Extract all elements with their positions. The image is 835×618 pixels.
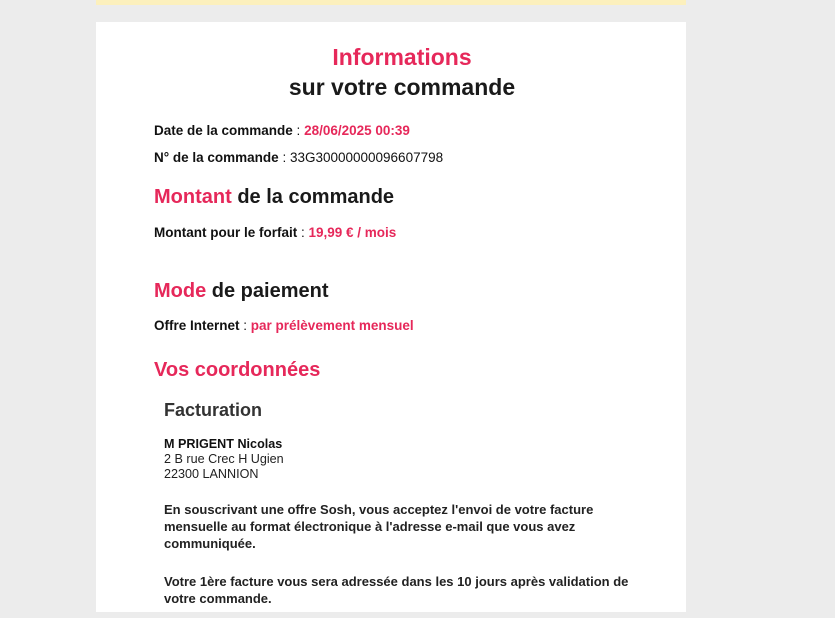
top-accent-strip <box>96 0 686 5</box>
page-title <box>154 22 650 103</box>
order-meta <box>154 124 650 165</box>
first-invoice-note: Votre 1ère facture vous sera adressée dans les 10 jours après validation de votre commande. <box>164 573 629 607</box>
billing-address-line-2: 22300 LANNION <box>164 467 259 482</box>
billing-address <box>164 437 650 482</box>
amount-heading-rest: de la commande <box>231 185 395 208</box>
page-title-accent: Informations <box>332 44 472 70</box>
order-number-value: 33G30000000096607798 <box>289 150 444 166</box>
electronic-invoice-note: En souscrivant une offre Sosh, vous acceptez l'envoi de votre facture mensuelle au format électronique à l'adresse e-mail que vous avez communiquée. <box>164 501 594 552</box>
amount-heading-accent: Montant <box>154 185 232 208</box>
amount-row <box>154 226 650 240</box>
order-date-label: Date de la commande <box>154 122 293 138</box>
payment-method-separator: : <box>239 318 251 334</box>
payment-heading-accent: Mode <box>154 280 207 303</box>
payment-method-row <box>154 319 650 333</box>
payment-method-label: Offre Internet <box>154 318 240 334</box>
order-confirmation-card <box>96 22 686 612</box>
order-number-separator: : <box>278 150 290 166</box>
order-date-separator: : <box>292 122 305 138</box>
payment-section-heading <box>154 279 650 303</box>
order-date-row <box>154 124 650 138</box>
page-title-subject: sur votre commande <box>288 74 516 101</box>
amount-value: 19,99 € / mois <box>308 224 397 240</box>
order-number-label: N° de la commande <box>154 150 279 166</box>
billing-subheading: Facturation <box>164 399 263 420</box>
payment-heading-rest: de paiement <box>206 280 329 303</box>
card-content <box>96 22 686 607</box>
amount-separator: : <box>297 224 309 240</box>
contact-section-heading: Vos coordonnées <box>154 358 321 381</box>
billing-name: M PRIGENT Nicolas <box>164 437 283 452</box>
amount-label: Montant pour le forfait <box>154 224 298 240</box>
order-date-value: 28/06/2025 00:39 <box>304 122 410 138</box>
payment-method-value: par prélèvement mensuel <box>250 318 414 334</box>
billing-address-line-1: 2 B rue Crec H Ugien <box>164 452 284 467</box>
amount-section-heading <box>154 185 650 209</box>
order-number-row <box>154 151 650 165</box>
